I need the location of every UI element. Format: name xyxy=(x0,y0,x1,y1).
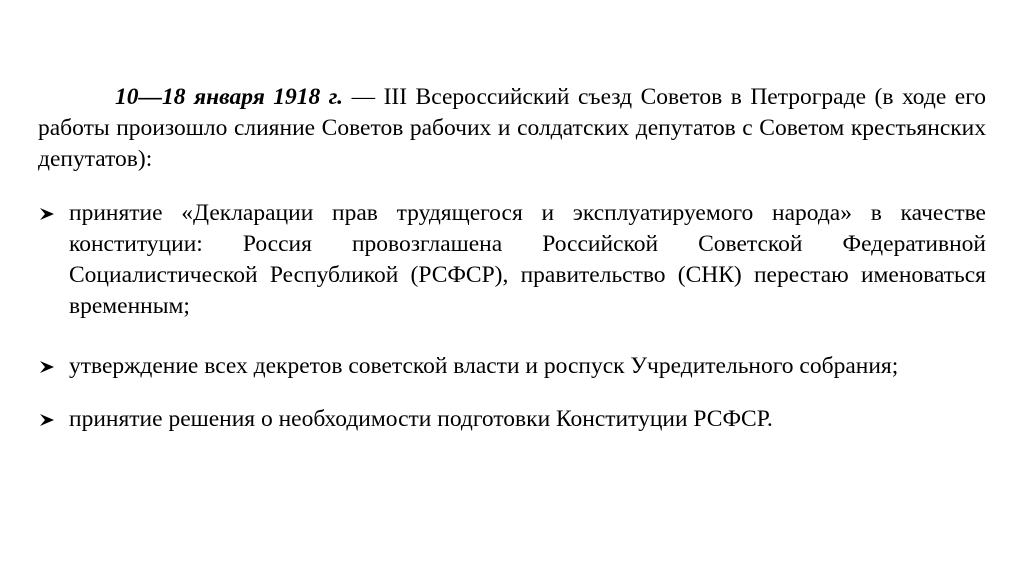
arrowhead-bullet-icon xyxy=(39,351,61,382)
intro-date: 10—18 января 1918 г. xyxy=(115,84,344,110)
list-item xyxy=(38,351,986,382)
arrowhead-bullet-icon xyxy=(39,198,61,229)
bullet-text: принятие «Декларации прав трудящегося и эксплуатируемого народа» в качестве конституции: Россия провозглашена Российской Советской Федеративной Социалистической Республикой (РСФСР), правительство (СНК) перестаю именоваться временным; xyxy=(69,200,986,319)
bullet-text: принятие решения о необходимости подготовки Конституции РСФСР. xyxy=(69,406,773,432)
bullet-text: утверждение всех декретов советской власти и роспуск Учредительного собрания; xyxy=(69,353,899,379)
slide-content xyxy=(38,82,986,435)
bullet-list xyxy=(38,198,986,435)
arrowhead-bullet-icon xyxy=(39,404,61,435)
intro-text: — III Всероссийский съезд Советов в Петрограде (в ходе его работы произошло слияние Советов рабочих и солдатских депутатов с Советом крестьянских депутатов): xyxy=(38,84,986,172)
intro-paragraph xyxy=(38,82,986,175)
list-item xyxy=(38,198,986,322)
list-item xyxy=(38,404,986,435)
